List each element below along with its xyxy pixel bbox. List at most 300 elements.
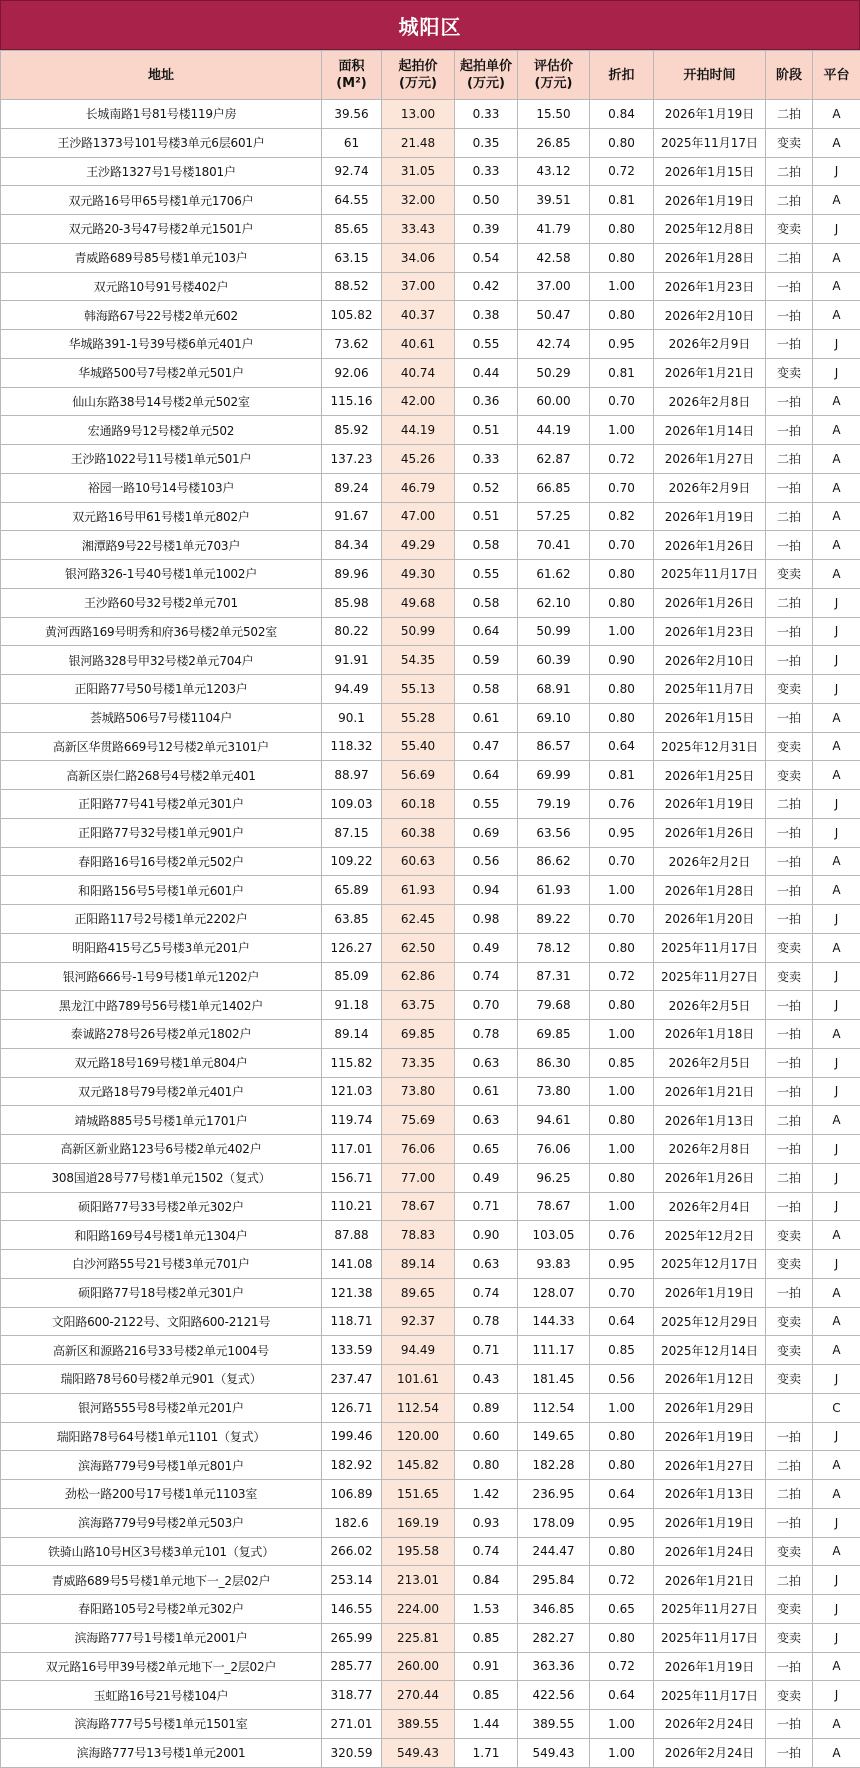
cell-start-price: 101.61 (382, 1365, 455, 1394)
cell-start-price: 89.65 (382, 1278, 455, 1307)
cell-area: 318.77 (322, 1681, 382, 1710)
cell-time: 2026年2月10日 (654, 301, 766, 330)
cell-start-price: 21.48 (382, 128, 455, 157)
cell-stage: 二拍 (766, 243, 813, 272)
cell-time: 2026年1月21日 (654, 1077, 766, 1106)
cell-area: 156.71 (322, 1163, 382, 1192)
cell-area: 105.82 (322, 301, 382, 330)
table-row (1, 215, 860, 244)
cell-stage: 一拍 (766, 876, 813, 905)
cell-platform: A (813, 1221, 860, 1250)
cell-stage: 变卖 (766, 675, 813, 704)
cell-address: 春阳路16号16号楼2单元502户 (1, 847, 322, 876)
cell-time: 2026年1月27日 (654, 445, 766, 474)
cell-unit-price: 0.58 (455, 531, 518, 560)
cell-address: 正阳路77号32号楼1单元901户 (1, 818, 322, 847)
table-row (1, 1710, 860, 1739)
cell-unit-price: 0.38 (455, 301, 518, 330)
cell-platform: J (813, 1422, 860, 1451)
cell-platform: A (813, 1020, 860, 1049)
cell-start-price: 92.37 (382, 1307, 455, 1336)
cell-discount: 0.65 (590, 1595, 654, 1624)
table-row (1, 1048, 860, 1077)
cell-area: 133.59 (322, 1336, 382, 1365)
cell-area: 118.71 (322, 1307, 382, 1336)
col-header-eval-price (518, 51, 590, 100)
cell-stage: 一拍 (766, 991, 813, 1020)
table-row (1, 675, 860, 704)
table-row (1, 1163, 860, 1192)
cell-eval-price: 87.31 (518, 962, 590, 991)
cell-area: 89.24 (322, 473, 382, 502)
table-row (1, 1537, 860, 1566)
cell-start-price: 225.81 (382, 1623, 455, 1652)
cell-discount: 0.80 (590, 1451, 654, 1480)
cell-platform: J (813, 790, 860, 819)
cell-discount: 0.80 (590, 675, 654, 704)
cell-address: 高新区和源路216号33号楼2单元1004号 (1, 1336, 322, 1365)
cell-start-price: 76.06 (382, 1135, 455, 1164)
cell-time: 2025年11月7日 (654, 675, 766, 704)
cell-discount: 0.76 (590, 790, 654, 819)
page-title: 城阳区 (0, 0, 860, 50)
cell-discount: 0.85 (590, 1048, 654, 1077)
cell-area: 88.97 (322, 761, 382, 790)
cell-discount: 0.80 (590, 1163, 654, 1192)
cell-area: 121.38 (322, 1278, 382, 1307)
unit-label: 起拍单价 (460, 59, 512, 74)
cell-area: 73.62 (322, 330, 382, 359)
cell-eval-price: 112.54 (518, 1393, 590, 1422)
cell-address: 王沙路1373号101号楼3单元6层601户 (1, 128, 322, 157)
cell-stage: 变卖 (766, 761, 813, 790)
cell-platform: J (813, 1566, 860, 1595)
cell-eval-price: 63.56 (518, 818, 590, 847)
cell-address: 王沙路1327号1号楼1801户 (1, 157, 322, 186)
col-header-platform: 平台 (813, 51, 860, 100)
cell-unit-price: 0.74 (455, 962, 518, 991)
cell-platform: J (813, 588, 860, 617)
cell-discount: 0.80 (590, 1106, 654, 1135)
table-row (1, 1652, 860, 1681)
cell-time: 2026年1月19日 (654, 100, 766, 129)
cell-area: 84.34 (322, 531, 382, 560)
cell-area: 285.77 (322, 1652, 382, 1681)
cell-start-price: 151.65 (382, 1480, 455, 1509)
cell-platform: J (813, 1192, 860, 1221)
cell-platform: A (813, 1652, 860, 1681)
cell-stage: 变卖 (766, 1681, 813, 1710)
cell-unit-price: 0.85 (455, 1681, 518, 1710)
cell-platform: A (813, 416, 860, 445)
table-row (1, 330, 860, 359)
cell-start-price: 63.75 (382, 991, 455, 1020)
cell-eval-price: 346.85 (518, 1595, 590, 1624)
table-row (1, 1020, 860, 1049)
cell-time: 2026年2月24日 (654, 1738, 766, 1767)
cell-discount: 0.80 (590, 215, 654, 244)
cell-time: 2026年2月5日 (654, 991, 766, 1020)
table-row (1, 933, 860, 962)
col-header-unit-price (455, 51, 518, 100)
cell-discount: 0.64 (590, 1307, 654, 1336)
cell-discount: 1.00 (590, 1192, 654, 1221)
cell-area: 146.55 (322, 1595, 382, 1624)
cell-address: 和阳路156号5号楼1单元601户 (1, 876, 322, 905)
col-header-discount: 折扣 (590, 51, 654, 100)
cell-time: 2026年1月15日 (654, 157, 766, 186)
table-row (1, 1077, 860, 1106)
table-row (1, 301, 860, 330)
table-row (1, 1106, 860, 1135)
cell-platform: J (813, 330, 860, 359)
cell-eval-price: 549.43 (518, 1738, 590, 1767)
cell-platform: A (813, 100, 860, 129)
cell-stage: 二拍 (766, 445, 813, 474)
cell-unit-price: 0.64 (455, 761, 518, 790)
cell-stage: 变卖 (766, 1250, 813, 1279)
cell-eval-price: 61.62 (518, 560, 590, 589)
cell-platform: J (813, 1365, 860, 1394)
cell-platform: A (813, 732, 860, 761)
cell-start-price: 60.18 (382, 790, 455, 819)
table-row (1, 157, 860, 186)
cell-stage: 变卖 (766, 358, 813, 387)
cell-start-price: 73.80 (382, 1077, 455, 1106)
cell-stage: 一拍 (766, 1077, 813, 1106)
cell-unit-price: 0.35 (455, 128, 518, 157)
cell-area: 92.74 (322, 157, 382, 186)
cell-eval-price: 62.87 (518, 445, 590, 474)
cell-stage: 二拍 (766, 100, 813, 129)
cell-time: 2026年1月14日 (654, 416, 766, 445)
cell-area: 65.89 (322, 876, 382, 905)
cell-area: 253.14 (322, 1566, 382, 1595)
cell-start-price: 89.14 (382, 1250, 455, 1279)
cell-address: 滨海路777号13号楼1单元2001 (1, 1738, 322, 1767)
cell-start-price: 37.00 (382, 272, 455, 301)
cell-area: 39.56 (322, 100, 382, 129)
col-header-stage: 阶段 (766, 51, 813, 100)
cell-discount: 0.72 (590, 445, 654, 474)
cell-address: 硕阳路77号18号楼2单元301户 (1, 1278, 322, 1307)
cell-platform: A (813, 1710, 860, 1739)
cell-time: 2026年1月13日 (654, 1480, 766, 1509)
cell-eval-price: 89.22 (518, 905, 590, 934)
cell-address: 青威路689号5号楼1单元地下一_2层02户 (1, 1566, 322, 1595)
cell-eval-price: 73.80 (518, 1077, 590, 1106)
cell-discount: 0.64 (590, 1681, 654, 1710)
cell-stage: 一拍 (766, 646, 813, 675)
cell-unit-price: 1.42 (455, 1480, 518, 1509)
cell-discount: 0.64 (590, 1480, 654, 1509)
area-unit: (M²) (336, 76, 367, 91)
cell-time: 2026年1月19日 (654, 502, 766, 531)
cell-time: 2025年12月8日 (654, 215, 766, 244)
cell-area: 61 (322, 128, 382, 157)
cell-area: 85.09 (322, 962, 382, 991)
cell-start-price: 49.68 (382, 588, 455, 617)
cell-platform: A (813, 1307, 860, 1336)
cell-stage: 变卖 (766, 1336, 813, 1365)
cell-eval-price: 69.10 (518, 703, 590, 732)
cell-platform: A (813, 243, 860, 272)
cell-eval-price: 111.17 (518, 1336, 590, 1365)
cell-unit-price: 0.94 (455, 876, 518, 905)
cell-platform: A (813, 1278, 860, 1307)
cell-address: 双元路16号甲39号楼2单元地下一_2层02户 (1, 1652, 322, 1681)
cell-area: 91.18 (322, 991, 382, 1020)
cell-platform: J (813, 1508, 860, 1537)
cell-discount: 0.81 (590, 761, 654, 790)
table-row (1, 358, 860, 387)
cell-discount: 1.00 (590, 1738, 654, 1767)
cell-address: 靖城路885号5号楼1单元1701户 (1, 1106, 322, 1135)
cell-address: 双元路18号79号楼2单元401户 (1, 1077, 322, 1106)
cell-area: 92.06 (322, 358, 382, 387)
cell-area: 80.22 (322, 617, 382, 646)
cell-stage: 变卖 (766, 933, 813, 962)
cell-stage: 一拍 (766, 387, 813, 416)
cell-time: 2026年1月26日 (654, 818, 766, 847)
cell-platform: J (813, 617, 860, 646)
cell-address: 裕园一路10号14号楼103户 (1, 473, 322, 502)
table-body (1, 100, 860, 1768)
cell-stage: 一拍 (766, 818, 813, 847)
cell-discount: 0.95 (590, 1250, 654, 1279)
cell-address: 春阳路105号2号楼2单元302户 (1, 1595, 322, 1624)
cell-discount: 0.81 (590, 358, 654, 387)
cell-discount: 0.72 (590, 962, 654, 991)
cell-start-price: 45.26 (382, 445, 455, 474)
cell-platform: J (813, 1077, 860, 1106)
cell-discount: 0.80 (590, 991, 654, 1020)
cell-time: 2025年11月17日 (654, 1681, 766, 1710)
cell-discount: 0.80 (590, 1623, 654, 1652)
cell-address: 华城路391-1号39号楼6单元401户 (1, 330, 322, 359)
cell-stage: 变卖 (766, 215, 813, 244)
cell-time: 2025年12月2日 (654, 1221, 766, 1250)
cell-area: 199.46 (322, 1422, 382, 1451)
cell-time: 2025年11月27日 (654, 1595, 766, 1624)
cell-address: 滨海路777号1号楼1单元2001户 (1, 1623, 322, 1652)
cell-discount: 1.00 (590, 1135, 654, 1164)
cell-discount: 0.70 (590, 387, 654, 416)
cell-stage: 变卖 (766, 1623, 813, 1652)
table-row (1, 1365, 860, 1394)
cell-unit-price: 0.51 (455, 416, 518, 445)
cell-time: 2026年2月8日 (654, 1135, 766, 1164)
cell-platform: J (813, 962, 860, 991)
cell-discount: 0.80 (590, 588, 654, 617)
cell-unit-price: 0.51 (455, 502, 518, 531)
cell-platform: J (813, 1135, 860, 1164)
cell-start-price: 49.29 (382, 531, 455, 560)
cell-unit-price: 1.71 (455, 1738, 518, 1767)
cell-stage: 一拍 (766, 272, 813, 301)
cell-eval-price: 42.58 (518, 243, 590, 272)
cell-time: 2025年11月17日 (654, 1623, 766, 1652)
cell-stage: 变卖 (766, 560, 813, 589)
table-row (1, 847, 860, 876)
cell-platform: J (813, 358, 860, 387)
cell-time: 2026年1月19日 (654, 1508, 766, 1537)
cell-time: 2025年11月17日 (654, 560, 766, 589)
cell-address: 王沙路1022号11号楼1单元501户 (1, 445, 322, 474)
cell-discount: 0.80 (590, 560, 654, 589)
cell-time: 2026年1月19日 (654, 1422, 766, 1451)
cell-address: 长城南路1号81号楼119户房 (1, 100, 322, 129)
cell-start-price: 56.69 (382, 761, 455, 790)
cell-platform: A (813, 876, 860, 905)
cell-start-price: 54.35 (382, 646, 455, 675)
table-row (1, 588, 860, 617)
cell-platform: A (813, 1738, 860, 1767)
cell-area: 89.96 (322, 560, 382, 589)
cell-start-price: 40.61 (382, 330, 455, 359)
cell-time: 2026年1月19日 (654, 1278, 766, 1307)
cell-area: 63.15 (322, 243, 382, 272)
cell-eval-price: 26.85 (518, 128, 590, 157)
cell-time: 2026年1月23日 (654, 617, 766, 646)
cell-stage: 二拍 (766, 157, 813, 186)
cell-area: 91.91 (322, 646, 382, 675)
cell-address: 滨海路779号9号楼2单元503户 (1, 1508, 322, 1537)
table-row (1, 243, 860, 272)
cell-unit-price: 1.53 (455, 1595, 518, 1624)
cell-stage: 一拍 (766, 1738, 813, 1767)
cell-unit-price: 0.60 (455, 1422, 518, 1451)
cell-unit-price: 0.33 (455, 157, 518, 186)
cell-address: 滨海路777号5号楼1单元1501室 (1, 1710, 322, 1739)
cell-time: 2026年2月5日 (654, 1048, 766, 1077)
cell-platform: J (813, 157, 860, 186)
cell-platform: A (813, 1480, 860, 1509)
cell-eval-price: 44.19 (518, 416, 590, 445)
cell-platform: J (813, 818, 860, 847)
cell-platform: A (813, 128, 860, 157)
cell-platform: A (813, 1451, 860, 1480)
cell-platform: J (813, 1250, 860, 1279)
cell-unit-price: 0.49 (455, 933, 518, 962)
cell-start-price: 62.86 (382, 962, 455, 991)
cell-area: 87.15 (322, 818, 382, 847)
cell-stage: 一拍 (766, 847, 813, 876)
cell-discount: 0.95 (590, 330, 654, 359)
cell-address: 韩海路67号22号楼2单元602 (1, 301, 322, 330)
cell-eval-price: 78.67 (518, 1192, 590, 1221)
cell-start-price: 46.79 (382, 473, 455, 502)
cell-area: 63.85 (322, 905, 382, 934)
cell-area: 115.16 (322, 387, 382, 416)
cell-discount: 0.90 (590, 646, 654, 675)
table-row (1, 272, 860, 301)
cell-platform: A (813, 272, 860, 301)
cell-time: 2026年2月10日 (654, 646, 766, 675)
cell-address: 双元路16号甲61号楼1单元802户 (1, 502, 322, 531)
cell-area: 90.1 (322, 703, 382, 732)
cell-start-price: 60.63 (382, 847, 455, 876)
cell-platform: A (813, 1106, 860, 1135)
cell-address: 和阳路169号4号楼1单元1304户 (1, 1221, 322, 1250)
area-label: 面积 (338, 59, 364, 74)
cell-area: 89.14 (322, 1020, 382, 1049)
cell-start-price: 77.00 (382, 1163, 455, 1192)
cell-stage: 二拍 (766, 1480, 813, 1509)
cell-start-price: 112.54 (382, 1393, 455, 1422)
cell-stage: 二拍 (766, 1451, 813, 1480)
cell-eval-price: 295.84 (518, 1566, 590, 1595)
cell-address: 银河路555号8号楼2单元201户 (1, 1393, 322, 1422)
cell-start-price: 549.43 (382, 1738, 455, 1767)
cell-start-price: 62.45 (382, 905, 455, 934)
cell-platform: C (813, 1393, 860, 1422)
cell-unit-price: 0.49 (455, 1163, 518, 1192)
cell-discount: 1.00 (590, 1077, 654, 1106)
cell-platform: A (813, 473, 860, 502)
cell-start-price: 60.38 (382, 818, 455, 847)
table-row (1, 1595, 860, 1624)
cell-discount: 0.80 (590, 301, 654, 330)
cell-area: 115.82 (322, 1048, 382, 1077)
table-row (1, 1221, 860, 1250)
cell-platform: A (813, 703, 860, 732)
cell-unit-price: 0.55 (455, 790, 518, 819)
cell-eval-price: 42.74 (518, 330, 590, 359)
cell-eval-price: 76.06 (518, 1135, 590, 1164)
cell-stage: 一拍 (766, 1652, 813, 1681)
table-row (1, 1192, 860, 1221)
cell-area: 85.65 (322, 215, 382, 244)
cell-eval-price: 389.55 (518, 1710, 590, 1739)
cell-stage: 一拍 (766, 1422, 813, 1451)
cell-address: 滨海路779号9号楼1单元801户 (1, 1451, 322, 1480)
cell-start-price: 55.28 (382, 703, 455, 732)
cell-stage: 一拍 (766, 531, 813, 560)
cell-platform: J (813, 1595, 860, 1624)
cell-discount: 0.82 (590, 502, 654, 531)
cell-discount: 0.70 (590, 473, 654, 502)
cell-area: 271.01 (322, 1710, 382, 1739)
cell-unit-price: 0.70 (455, 991, 518, 1020)
cell-eval-price: 181.45 (518, 1365, 590, 1394)
cell-discount: 0.80 (590, 703, 654, 732)
cell-start-price: 55.40 (382, 732, 455, 761)
cell-area: 182.6 (322, 1508, 382, 1537)
cell-start-price: 40.74 (382, 358, 455, 387)
auction-table (0, 50, 860, 1768)
cell-eval-price: 60.00 (518, 387, 590, 416)
cell-eval-price: 37.00 (518, 272, 590, 301)
cell-stage: 二拍 (766, 588, 813, 617)
cell-platform: J (813, 1681, 860, 1710)
cell-unit-price: 0.90 (455, 1221, 518, 1250)
table-row (1, 416, 860, 445)
table-row (1, 1422, 860, 1451)
cell-time: 2026年1月23日 (654, 272, 766, 301)
cell-address: 荟城路506号7号楼1104户 (1, 703, 322, 732)
cell-stage: 二拍 (766, 1163, 813, 1192)
cell-unit-price: 0.61 (455, 1077, 518, 1106)
table-row (1, 531, 860, 560)
cell-address: 玉虹路16号21号楼104户 (1, 1681, 322, 1710)
cell-time: 2025年12月31日 (654, 732, 766, 761)
cell-start-price: 224.00 (382, 1595, 455, 1624)
cell-stage: 变卖 (766, 1537, 813, 1566)
table-row (1, 790, 860, 819)
cell-unit-price: 0.58 (455, 675, 518, 704)
cell-time: 2026年1月20日 (654, 905, 766, 934)
